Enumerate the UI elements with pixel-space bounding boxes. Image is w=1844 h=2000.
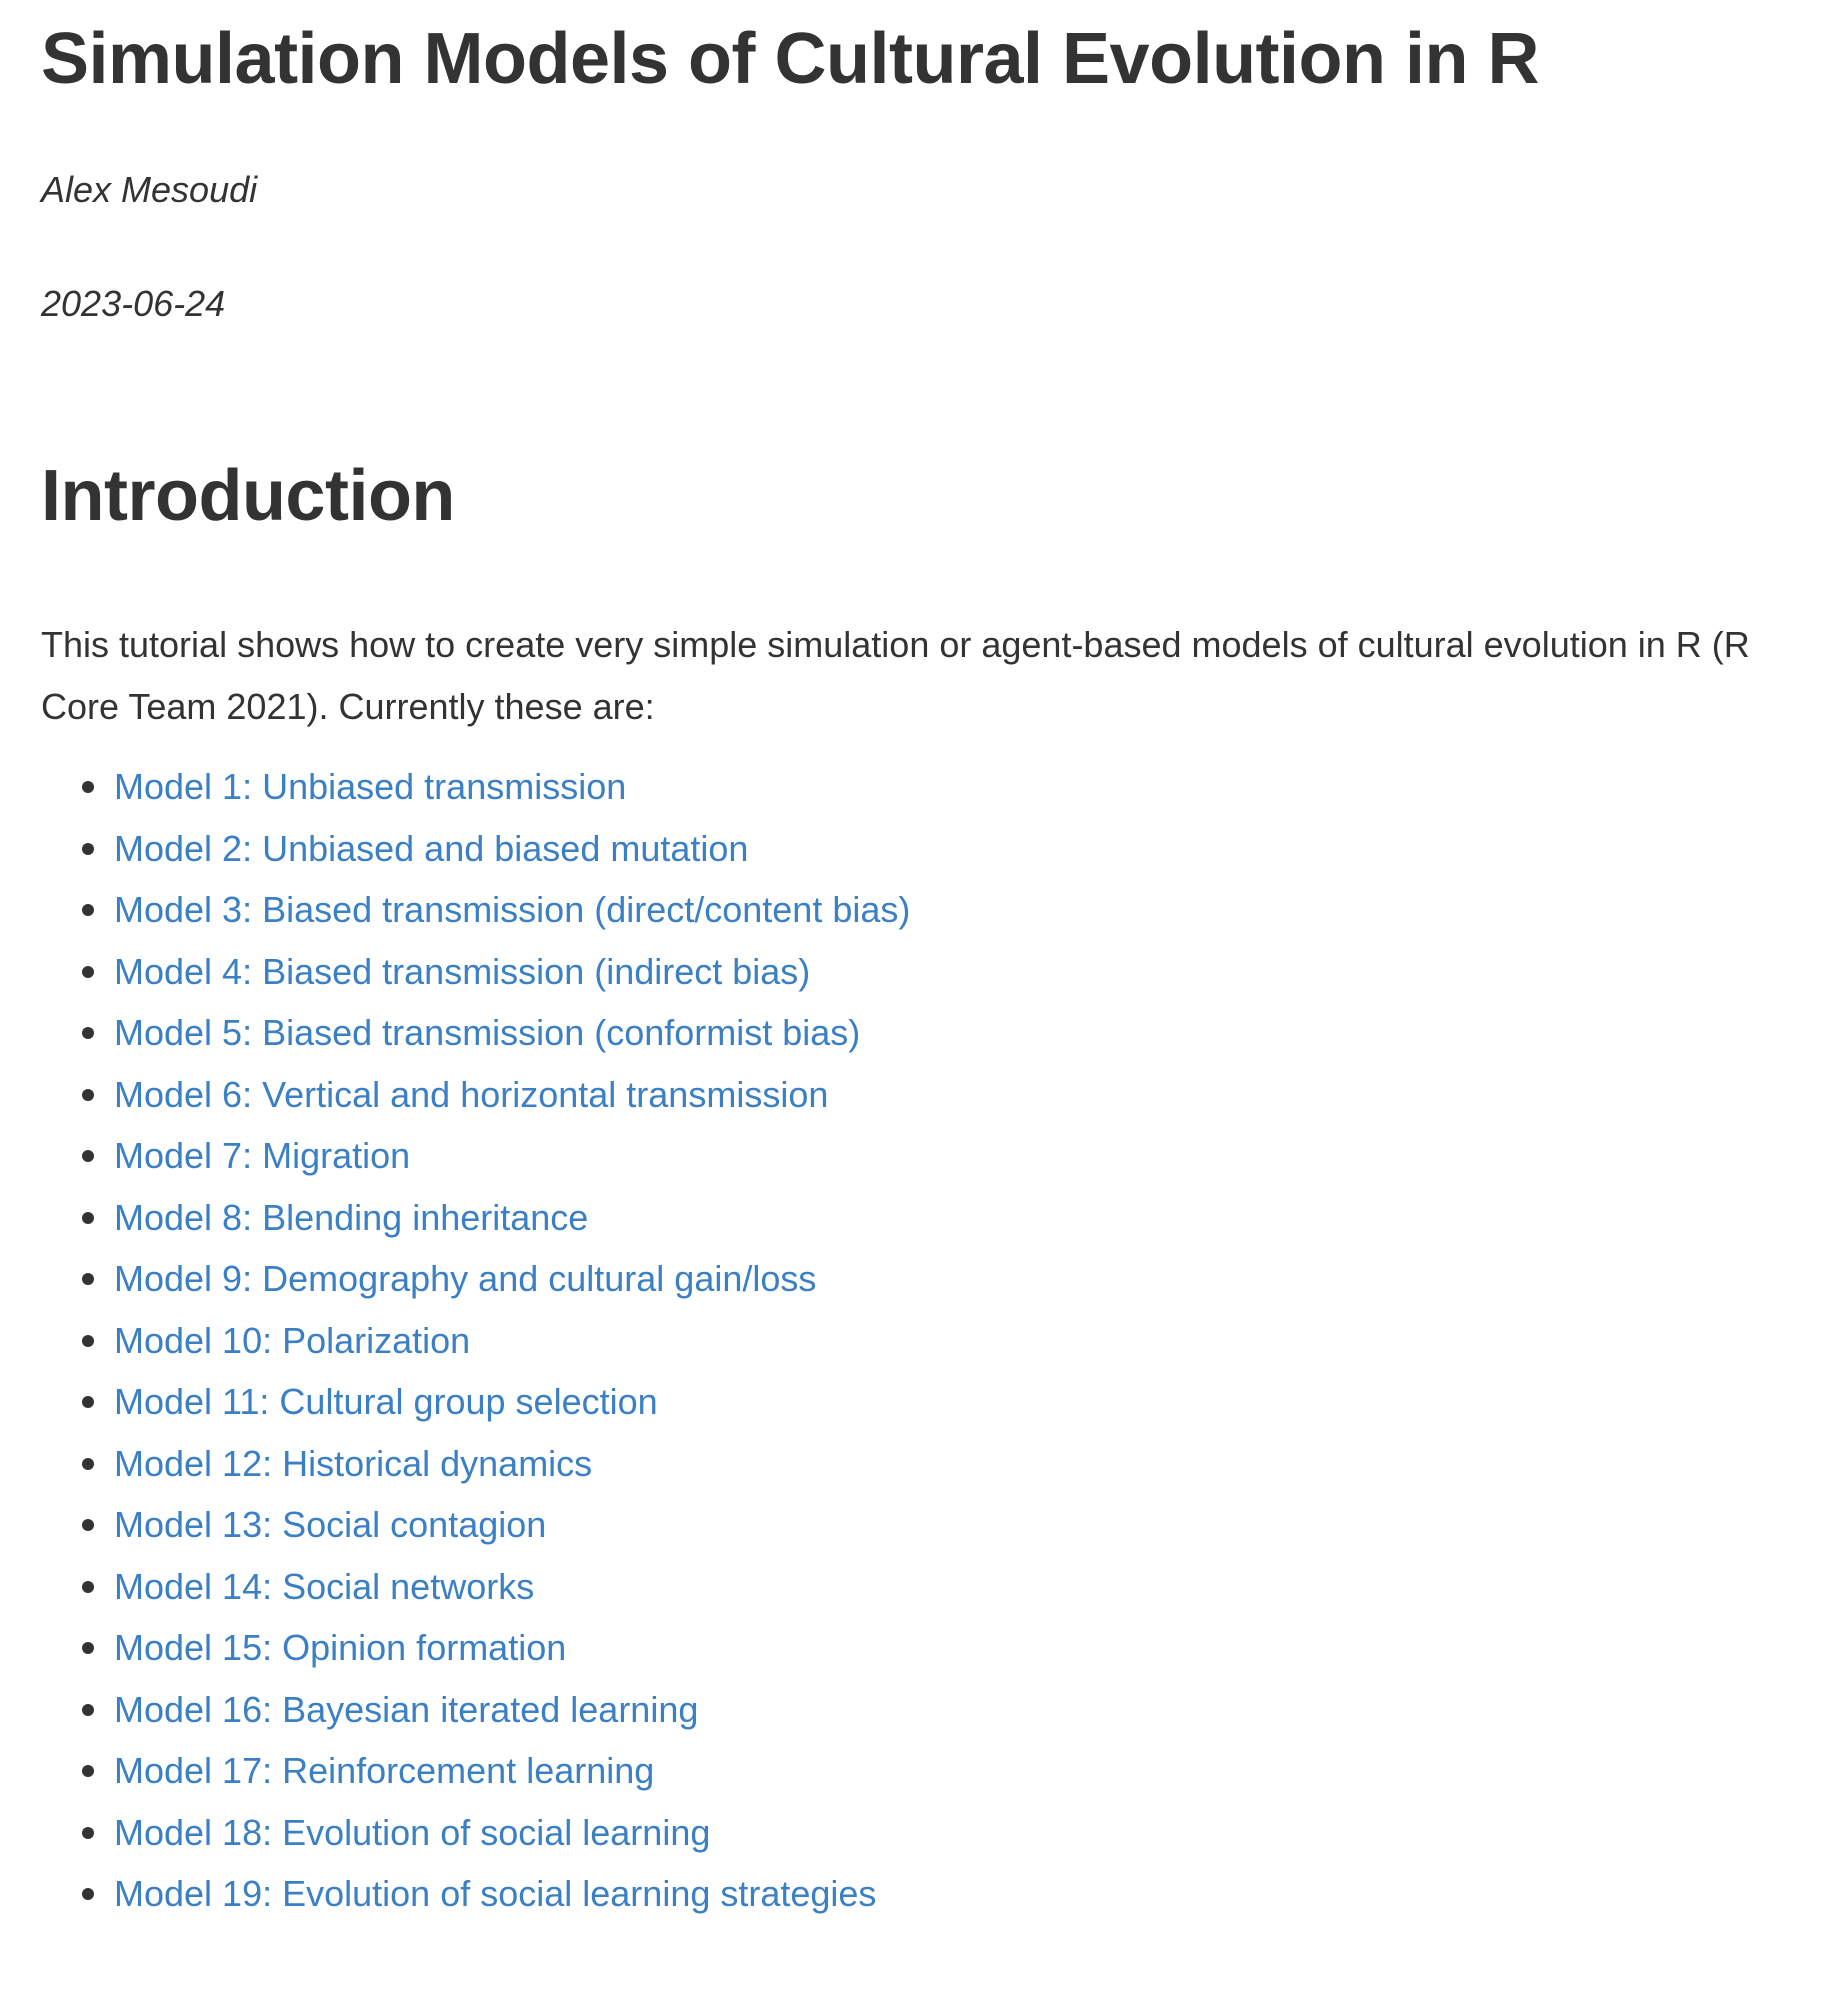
list-item (41, 1002, 1844, 1064)
list-item (41, 756, 1844, 818)
list-item (41, 1494, 1844, 1556)
list-item (41, 941, 1844, 1003)
model-link-9[interactable]: Model 9: Demography and cultural gain/loss (114, 1258, 817, 1299)
bullet-icon (82, 1212, 94, 1224)
bullet-icon (82, 1273, 94, 1285)
model-link-1[interactable]: Model 1: Unbiased transmission (114, 766, 627, 807)
list-item (41, 1125, 1844, 1187)
model-link-10[interactable]: Model 10: Polarization (114, 1319, 471, 1361)
model-link-17[interactable]: Model 17: Reinforcement learning (114, 1750, 655, 1791)
bullet-icon (82, 1888, 94, 1900)
model-link-6[interactable]: Model 6: Vertical and horizontal transmission (114, 1073, 829, 1115)
bullet-icon (82, 1765, 94, 1777)
model-link-8[interactable]: Model 8: Blending inheritance (114, 1196, 589, 1238)
document-title: Simulation Models of Cultural Evolution in R (41, 19, 1539, 99)
list-item (41, 1064, 1844, 1126)
model-list (41, 756, 1844, 1925)
list-item (41, 1863, 1844, 1925)
model-link-7[interactable]: Model 7: Migration (114, 1135, 411, 1176)
bullet-icon (82, 1150, 94, 1162)
author-name: Alex Mesoudi (41, 169, 258, 210)
bullet-icon (82, 1396, 94, 1408)
model-link-2[interactable]: Model 2: Unbiased and biased mutation (114, 827, 749, 869)
list-item (41, 1187, 1844, 1249)
model-link-11[interactable]: Model 11: Cultural group selection (114, 1381, 658, 1422)
introduction-paragraph: This tutorial shows how to create very simple simulation or agent-based models of cultural evolution in R (R Core Team 2021). Currently these are: (41, 624, 1750, 727)
list-item (41, 879, 1844, 941)
model-link-15[interactable]: Model 15: Opinion formation (114, 1627, 567, 1668)
bullet-icon (82, 843, 94, 855)
bullet-icon (82, 781, 94, 793)
list-item (41, 818, 1844, 880)
bullet-icon (82, 904, 94, 916)
publication-date: 2023-06-24 (41, 283, 226, 324)
list-item (41, 1556, 1844, 1618)
model-link-13[interactable]: Model 13: Social contagion (114, 1504, 547, 1545)
model-link-3[interactable]: Model 3: Biased transmission (direct/content bias) (114, 889, 911, 930)
bullet-icon (82, 1827, 94, 1839)
bullet-icon (82, 1089, 94, 1101)
model-link-12[interactable]: Model 12: Historical dynamics (114, 1442, 593, 1484)
introduction-heading: Introduction (41, 456, 455, 536)
bullet-icon (82, 1458, 94, 1470)
bullet-icon (82, 966, 94, 978)
list-item (41, 1433, 1844, 1495)
list-item (41, 1310, 1844, 1372)
bullet-icon (82, 1519, 94, 1531)
list-item (41, 1679, 1844, 1741)
model-link-18[interactable]: Model 18: Evolution of social learning (114, 1811, 711, 1853)
list-item (41, 1248, 1844, 1310)
model-link-16[interactable]: Model 16: Bayesian iterated learning (114, 1688, 699, 1730)
bullet-icon (82, 1335, 94, 1347)
list-item (41, 1371, 1844, 1433)
bullet-icon (82, 1581, 94, 1593)
model-link-4[interactable]: Model 4: Biased transmission (indirect bias) (114, 950, 811, 992)
list-item (41, 1740, 1844, 1802)
bullet-icon (82, 1704, 94, 1716)
model-link-19[interactable]: Model 19: Evolution of social learning strategies (114, 1873, 877, 1914)
bullet-icon (82, 1027, 94, 1039)
list-item (41, 1617, 1844, 1679)
list-item (41, 1802, 1844, 1864)
model-link-5[interactable]: Model 5: Biased transmission (conformist bias) (114, 1012, 861, 1053)
model-link-14[interactable]: Model 14: Social networks (114, 1565, 535, 1607)
bullet-icon (82, 1642, 94, 1654)
